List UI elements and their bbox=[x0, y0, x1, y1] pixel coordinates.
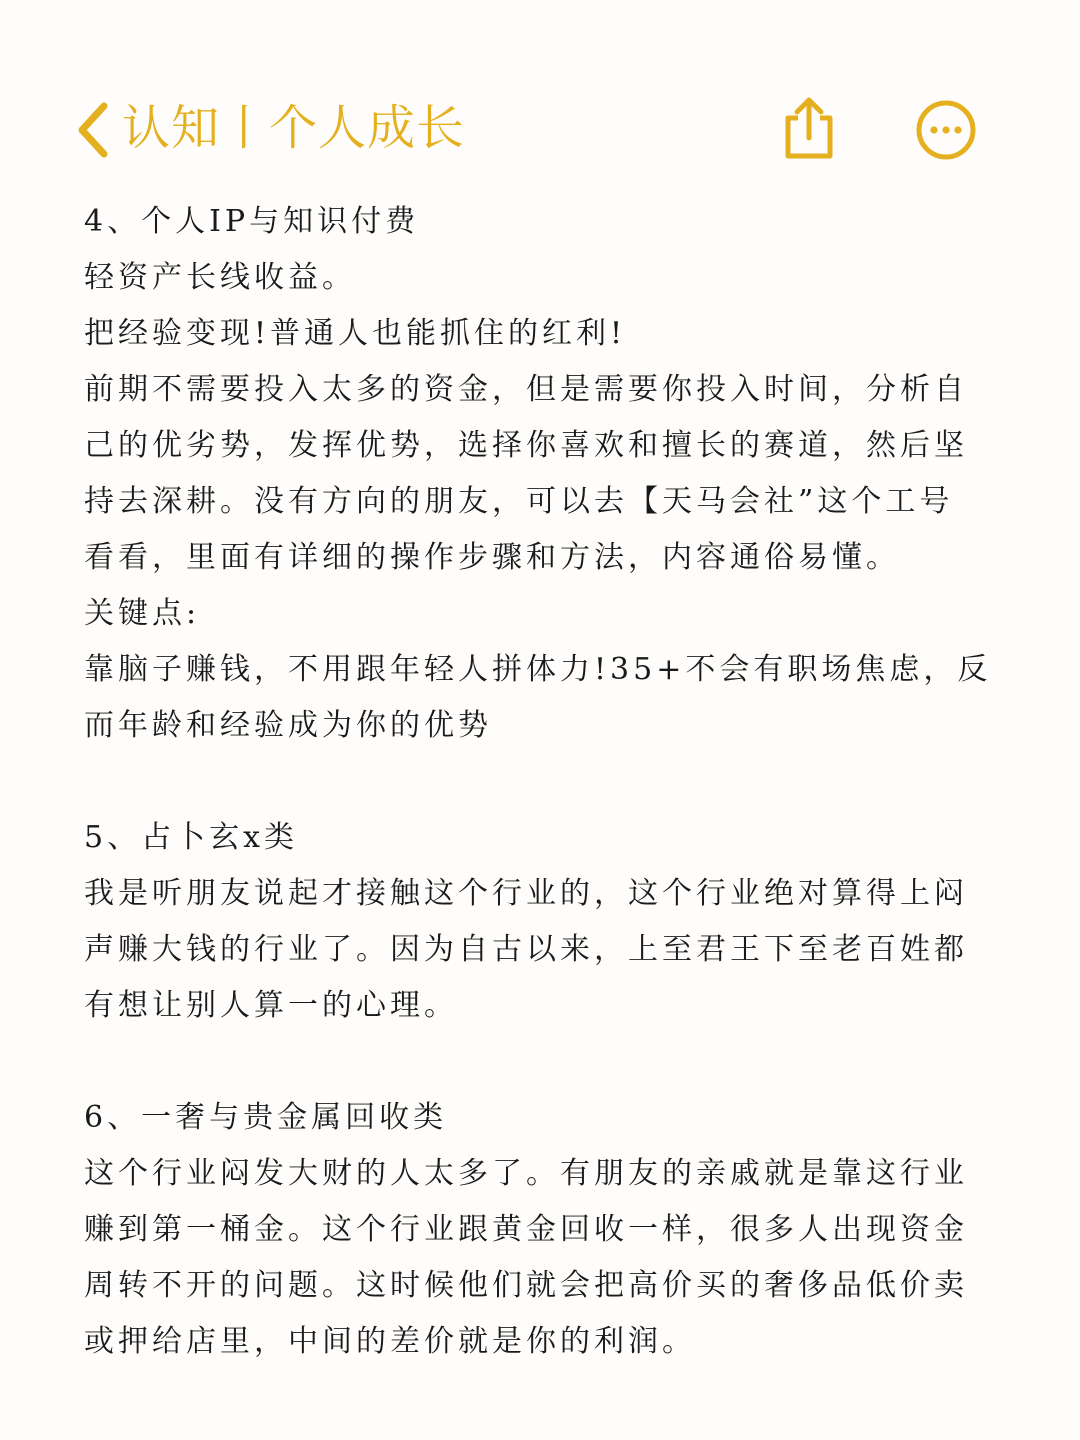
back-button[interactable] bbox=[72, 100, 116, 160]
paragraph-line: 前期不需要投入太多的资金，但是需要你投入时间，分析自 bbox=[84, 372, 968, 407]
paragraph-line: 把经验变现!普通人也能抓住的红利! bbox=[84, 316, 627, 351]
more-icon bbox=[914, 98, 978, 162]
nav-bar bbox=[0, 0, 1080, 180]
paragraph-line: 而年龄和经验成为你的优势 bbox=[84, 708, 492, 743]
paragraph-line: 关键点: bbox=[84, 596, 201, 631]
section-gap bbox=[84, 1034, 994, 1090]
section-gap bbox=[84, 754, 994, 810]
paragraph-line: 声赚大钱的行业了。因为自古以来，上至君王下至老百姓都 bbox=[84, 932, 968, 967]
paragraph-line: 或押给店里，中间的差价就是你的利润。 bbox=[84, 1324, 696, 1359]
section-heading: 5、占卜玄x类 bbox=[84, 820, 299, 855]
paragraph-line: 周转不开的问题。这时候他们就会把高价买的奢侈品低价卖 bbox=[84, 1268, 968, 1303]
paragraph-line: 看看，里面有详细的操作步骤和方法，内容通俗易懂。 bbox=[84, 540, 900, 575]
share-icon bbox=[780, 96, 838, 160]
paragraph-line: 靠脑子赚钱，不用跟年轻人拼体力!35+不会有职场焦虑，反 bbox=[84, 652, 992, 687]
paragraph-line: 己的优劣势，发挥优势，选择你喜欢和擅长的赛道，然后坚 bbox=[84, 428, 968, 463]
share-button[interactable] bbox=[780, 96, 838, 160]
section-heading: 4、个人IP与知识付费 bbox=[84, 204, 420, 239]
paragraph-line: 我是听朋友说起才接触这个行业的，这个行业绝对算得上闷 bbox=[84, 876, 968, 911]
page-title: 认知丨个人成长 bbox=[122, 100, 466, 156]
paragraph-line: 持去深耕。没有方向的朋友，可以去【天马会社”这个工号 bbox=[84, 484, 954, 519]
chevron-left-icon bbox=[72, 100, 116, 160]
more-button[interactable] bbox=[914, 98, 978, 162]
paragraph-line: 轻资产长线收益。 bbox=[84, 260, 356, 295]
paragraph-line: 赚到第一桶金。这个行业跟黄金回收一样，很多人出现资金 bbox=[84, 1212, 968, 1247]
article-body bbox=[84, 194, 994, 1370]
paragraph-line: 有想让别人算一的心理。 bbox=[84, 988, 458, 1023]
paragraph-line: 这个行业闷发大财的人太多了。有朋友的亲戚就是靠这行业 bbox=[84, 1156, 968, 1191]
section-heading: 6、一奢与贵金属回收类 bbox=[84, 1100, 448, 1135]
